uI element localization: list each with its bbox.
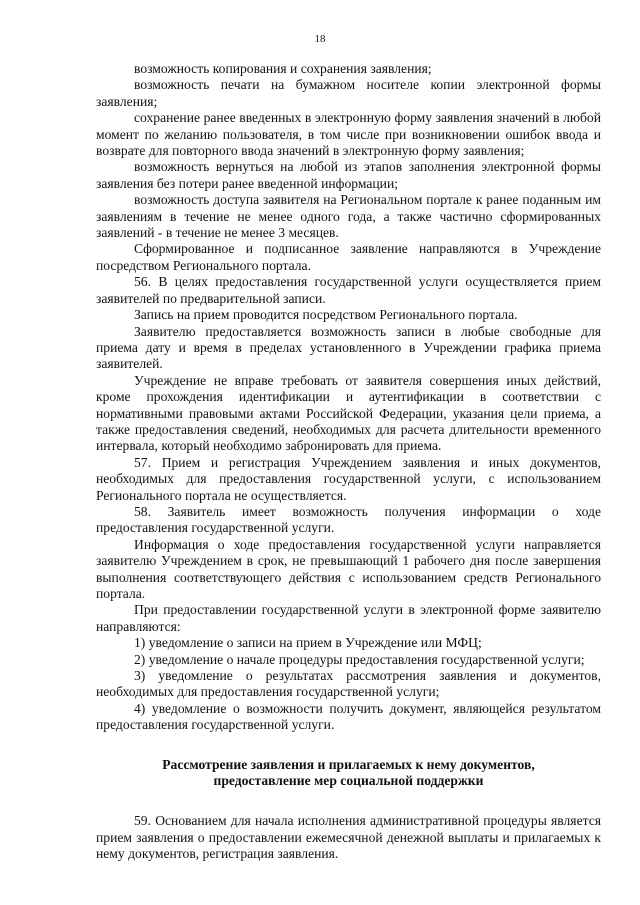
paragraph: возможность печати на бумажном носителе копии электронной формы заявления;: [96, 77, 601, 109]
paragraph: Запись на прием проводится посредством Регионального портала.: [134, 307, 518, 323]
paragraph: Заявителю предоставляется возможность записи в любые свободные для приема дату и время в пределах установленного в Учреждении графика приема заявителей.: [96, 323, 601, 372]
document-body: [96, 61, 601, 863]
paragraph: 56. В целях предоставления государственной услуги осуществляется прием заявителей по предварительной записи.: [96, 274, 601, 306]
list-item: 3) уведомление о результатах рассмотрения заявления и документов, необходимых для предоставления государственной услуги;: [96, 668, 601, 700]
list-item: 2) уведомление о начале процедуры предоставления государственной услуги;: [134, 651, 585, 667]
paragraph: возможность доступа заявителя на Региональном портале к ранее поданным им заявлениям в течение не менее одного года, а также частично сформированных заявлений - в течение не менее 3 месяцев.: [96, 192, 601, 241]
paragraph: При предоставлении государственной услуги в электронной форме заявителю направляются:: [96, 602, 601, 634]
paragraph: Сформированное и подписанное заявление направляются в Учреждение посредством Регионального портала.: [96, 241, 601, 273]
page-number: 18: [314, 33, 326, 45]
paragraph: возможность копирования и сохранения заявления;: [134, 61, 432, 76]
paragraph: Информация о ходе предоставления государственной услуги направляется заявителю Учреждением в срок, не превышающий 1 рабочего дня после завершения выполнения соответствующего действия с использованием средств Регионального портала.: [96, 536, 601, 601]
paragraph: возможность вернуться на любой из этапов заполнения электронной формы заявления без потери ранее введенной информации;: [96, 159, 601, 191]
list-item: 1) уведомление о записи на прием в Учреждение или МФЦ;: [134, 635, 482, 651]
list-item: 4) уведомление о возможности получить документ, являющейся результатом предоставления государственной услуги.: [96, 700, 601, 733]
paragraph: 59. Основанием для начала исполнения административной процедуры является прием заявления о предоставлении ежемесячной денежной выплаты и прилагаемых к нему документов, регистрация заявления.: [96, 813, 601, 862]
paragraph: Учреждение не вправе требовать от заявителя совершения иных действий, кроме прохождения идентификации и аутентификации в соответствии с нормативными правовыми актами Российской Федерации, указания цели приема, а также предоставления сведений, необходимых для расчета длительности временного интервала, который необходимо забронировать для приема.: [96, 372, 601, 454]
section-heading: [96, 757, 601, 790]
section-heading-line: предоставление мер социальной поддержки: [213, 773, 484, 789]
paragraph: 58. Заявитель имеет возможность получения информации о ходе предоставления государственной услуги.: [96, 503, 601, 536]
paragraph: 57. Прием и регистрация Учреждением заявления и иных документов, необходимых для предоставления государственной услуги, с использованием Регионального портала не осуществляется.: [96, 454, 601, 503]
paragraph: сохранение ранее введенных в электронную форму заявления значений в любой момент по желанию пользователя, в том числе при возникновении ошибок ввода и возврате для повторного ввода значений в электронную форму заявления;: [96, 110, 601, 159]
section-heading-line: Рассмотрение заявления и прилагаемых к нему документов,: [162, 756, 535, 772]
